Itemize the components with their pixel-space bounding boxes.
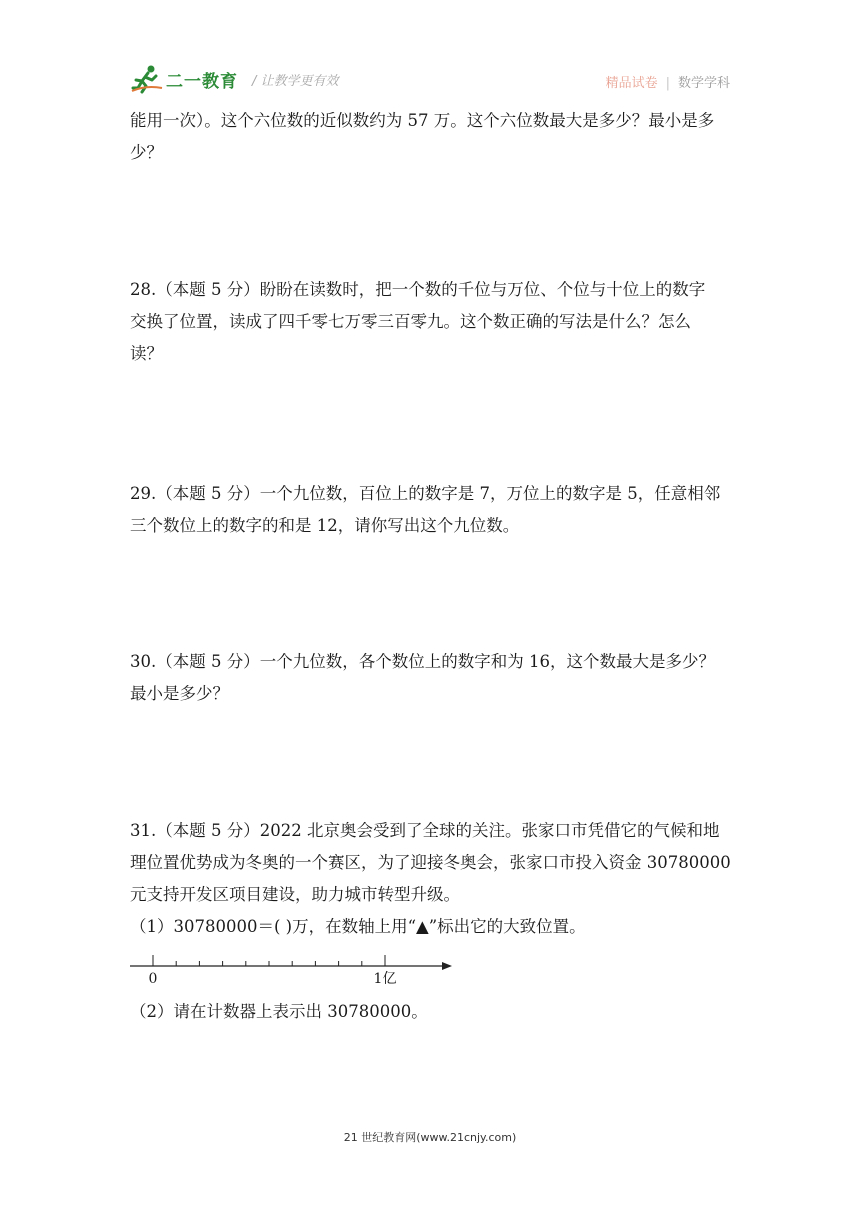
text-line: 最小是多少？ — [130, 684, 229, 703]
header-label: 精品试卷 — [605, 76, 658, 91]
text-line: 交换了位置，读成了四千零七万零三百零九。这个数正确的写法是什么？怎么 — [130, 312, 691, 331]
text-line: 29.（本题 5 分）一个九位数，百位上的数字是 7，万位上的数字是 5，任意相邻 — [130, 484, 721, 503]
question-31 — [130, 815, 740, 943]
number-line-start-label: 0 — [148, 971, 158, 987]
question-28 — [130, 274, 740, 370]
text-line: 三个数位上的数字的和是 12，请你写出这个九位数。 — [130, 516, 520, 535]
text-line: 少？ — [130, 143, 163, 162]
text-line: 30.（本题 5 分）一个九位数，各个数位上的数字和为 16，这个数最大是多少？ — [130, 652, 715, 671]
question-29 — [130, 478, 740, 542]
text-line: 能用一次）。这个六位数的近似数约为 57 万。这个六位数最大是多少？最小是多 — [130, 111, 715, 130]
brand-name: 二一教育 — [166, 71, 238, 92]
header-separator: | — [665, 76, 670, 91]
text-line: 元支持开发区项目建设，助力城市转型升级。 — [130, 885, 460, 904]
page-header — [130, 60, 730, 100]
question-31-part-1: （1）30780000＝( )万，在数轴上用“▲”标出它的大致位置。 — [130, 917, 586, 936]
number-line-arrow — [442, 962, 452, 970]
question-27-continued — [130, 105, 740, 169]
text-line: 读？ — [130, 344, 163, 363]
header-right — [606, 72, 730, 91]
question-31-part-2 — [130, 996, 740, 1028]
text-line: （2）请在计数器上表示出 30780000。 — [130, 1002, 428, 1021]
number-line — [130, 952, 460, 992]
slogan: / 让教学更有效 — [252, 73, 339, 89]
runner-logo-icon — [130, 64, 164, 94]
header-subject: 数学学科 — [677, 76, 730, 91]
logo — [130, 64, 339, 94]
number-line-end-label: 1亿 — [373, 971, 397, 987]
text-line: 理位置优势成为冬奥的一个赛区，为了迎接冬奥会，张家口市投入资金 30780000 — [130, 853, 731, 872]
question-30 — [130, 646, 740, 710]
page-footer: 21 世纪教育网(www.21cnjy.com) — [343, 1131, 517, 1144]
text-line: 31.（本题 5 分）2022 北京奥会受到了全球的关注。张家口市凭借它的气候和地 — [130, 821, 720, 840]
text-line: 28.（本题 5 分）盼盼在读数时，把一个数的千位与万位、个位与十位上的数字 — [130, 280, 706, 299]
